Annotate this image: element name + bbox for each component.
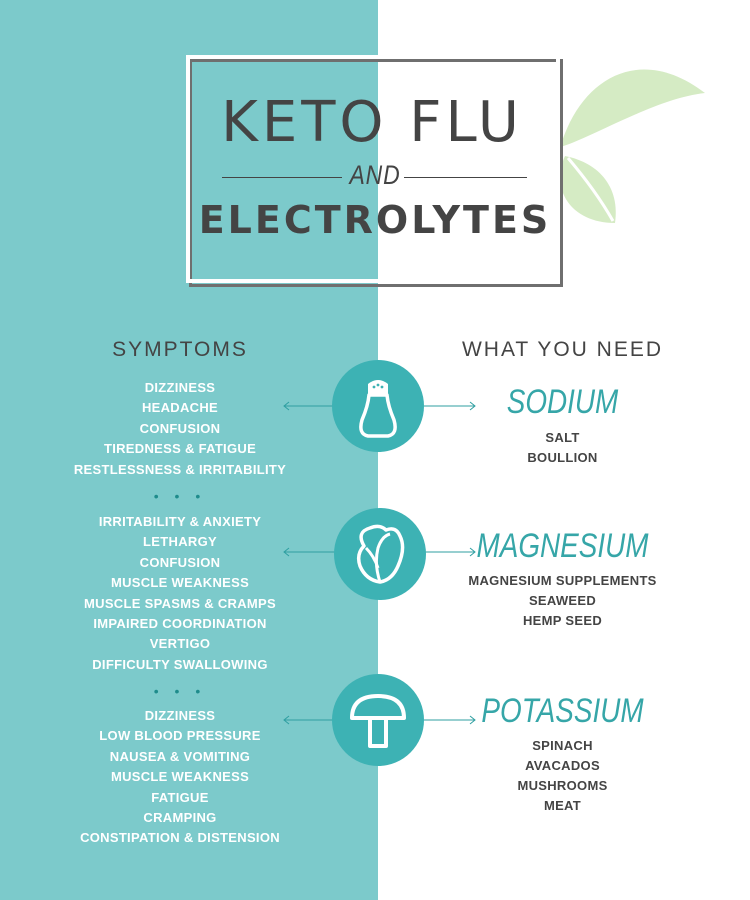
magnesium-symptoms-list bbox=[40, 512, 320, 675]
list-item: VERTIGO bbox=[149, 636, 211, 652]
list-item: LOW BLOOD PRESSURE bbox=[99, 728, 261, 744]
title-and: AND bbox=[349, 160, 401, 190]
list-item: IRRITABILITY & ANXIETY bbox=[98, 514, 262, 529]
list-item: HEADACHE bbox=[141, 400, 219, 416]
list-item: MEAT bbox=[543, 798, 582, 813]
list-item: MUSCLE SPASMS & CRAMPS bbox=[84, 595, 276, 611]
potassium-icon-circle bbox=[332, 674, 424, 766]
sodium-icon-circle bbox=[332, 360, 424, 452]
sodium-symptoms-list bbox=[40, 378, 320, 480]
magnesium-foods-list bbox=[430, 571, 695, 631]
sodium-foods-list bbox=[430, 428, 695, 468]
list-item: BOULLION bbox=[527, 450, 598, 465]
list-item: SPINACH bbox=[532, 738, 593, 753]
list-item: DIZZINESS bbox=[144, 708, 216, 723]
title-electrolytes: ELECTROLYTES bbox=[198, 198, 552, 242]
list-item: LETHARGY bbox=[143, 534, 217, 550]
list-item: CONFUSION bbox=[139, 554, 221, 570]
list-item: MUSCLE WEAKNESS bbox=[110, 769, 250, 785]
list-item: IMPAIRED COORDINATION bbox=[93, 616, 267, 632]
list-item: FATIGUE bbox=[151, 789, 209, 805]
what-you-need-heading: WHAT YOU NEED bbox=[461, 338, 664, 361]
magnesium-icon-circle bbox=[334, 508, 426, 600]
list-item: RESTLESSNESS & IRRITABILITY bbox=[73, 461, 287, 477]
potassium-foods-list bbox=[430, 736, 695, 816]
magnesium-title: MAGNESIUM bbox=[476, 527, 649, 565]
list-item: DIZZINESS bbox=[144, 380, 216, 395]
list-item: MUSHROOMS bbox=[517, 778, 608, 793]
potassium-title: POTASSIUM bbox=[481, 692, 644, 730]
title-rule-right bbox=[404, 177, 527, 178]
list-item: CRAMPING bbox=[143, 810, 217, 826]
title-keto-flu: KETO FLU bbox=[221, 90, 523, 155]
lettuce-icon bbox=[334, 508, 426, 600]
list-item: HEMP SEED bbox=[522, 613, 603, 628]
symptoms-heading: SYMPTOMS bbox=[112, 338, 248, 361]
list-item: SALT bbox=[545, 430, 580, 445]
separator-dots: • • • bbox=[153, 683, 207, 699]
list-item: MUSCLE WEAKNESS bbox=[110, 575, 250, 591]
list-item: TIREDNESS & FATIGUE bbox=[103, 441, 257, 457]
list-item: SEAWEED bbox=[528, 593, 597, 608]
list-item: CONSTIPATION & DISTENSION bbox=[80, 830, 280, 846]
list-item: DIFFICULTY SWALLOWING bbox=[92, 656, 268, 672]
separator-dots: • • • bbox=[153, 488, 207, 504]
sodium-title: SODIUM bbox=[506, 383, 619, 421]
mushroom-icon bbox=[332, 674, 424, 766]
list-item: NAUSEA & VOMITING bbox=[109, 748, 251, 764]
list-item: CONFUSION bbox=[139, 420, 221, 436]
list-item: MAGNESIUM SUPPLEMENTS bbox=[468, 573, 657, 588]
list-item: AVACADOS bbox=[525, 758, 600, 773]
salt-shaker-icon bbox=[332, 360, 424, 452]
potassium-symptoms-list bbox=[40, 706, 320, 849]
